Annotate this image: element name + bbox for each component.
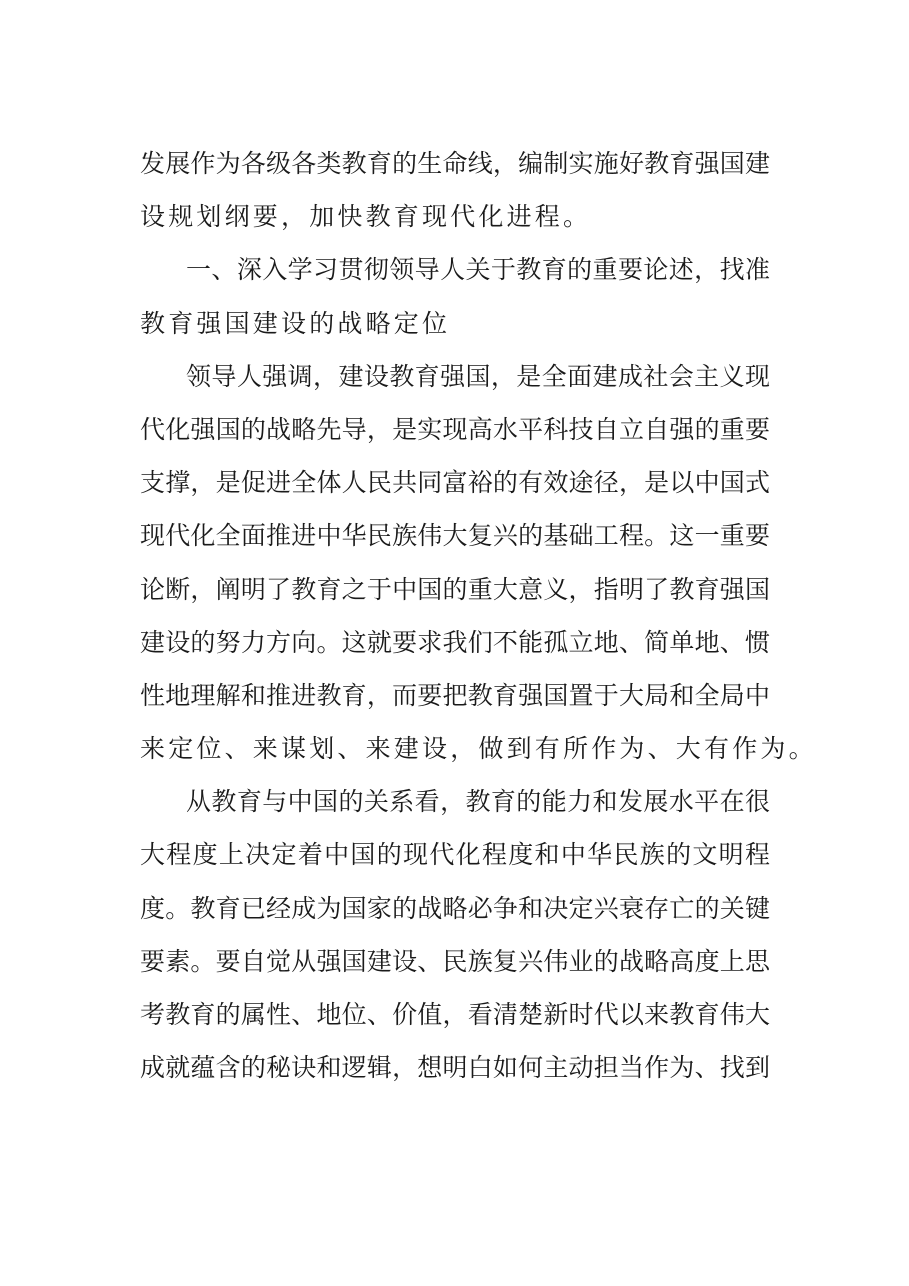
paragraph-line: 性地理解和推进教育，而要把教育强国置于大局和全局中 (140, 680, 770, 710)
section-heading-line: 一、深入学习贯彻领导人关于教育的重要论述，找准 (186, 255, 770, 285)
paragraph-line: 度。教育已经成为国家的战略必争和决定兴衰存亡的关键 (140, 893, 770, 923)
paragraph-line: 支撑，是促进全体人民共同富裕的有效途径，是以中国式 (140, 468, 770, 498)
paragraph-line: 大程度上决定着中国的现代化程度和中华民族的文明程 (140, 840, 770, 870)
paragraph-line: 建设的努力方向。这就要求我们不能孤立地、简单地、惯 (140, 627, 770, 657)
paragraph-line: 从教育与中国的关系看，教育的能力和发展水平在很 (186, 787, 770, 817)
paragraph-line: 成就蕴含的秘诀和逻辑，想明白如何主动担当作为、找到 (140, 1053, 770, 1083)
document-body (140, 137, 817, 1094)
paragraph-line: 领导人强调，建设教育强国，是全面建成社会主义现 (186, 361, 770, 391)
paragraph-line: 来定位、来谋划、来建设，做到有所作为、大有作为。 (140, 734, 817, 764)
section-heading-line: 教育强国建设的战略定位 (140, 308, 451, 338)
paragraph-line: 设规划纲要，加快教育现代化进程。 (140, 202, 592, 232)
paragraph-line: 代化强国的战略先导，是实现高水平科技自立自强的重要 (140, 414, 770, 444)
paragraph-line: 要素。要自觉从强国建设、民族复兴伟业的战略高度上思 (140, 946, 770, 976)
paragraph-line: 考教育的属性、地位、价值，看清楚新时代以来教育伟大 (140, 1000, 770, 1029)
paragraph-line: 现代化全面推进中华民族伟大复兴的基础工程。这一重要 (140, 521, 770, 551)
paragraph-line: 发展作为各级各类教育的生命线，编制实施好教育强国建 (140, 149, 770, 178)
paragraph-line: 论断，阐明了教育之于中国的重大意义，指明了教育强国 (140, 574, 770, 604)
